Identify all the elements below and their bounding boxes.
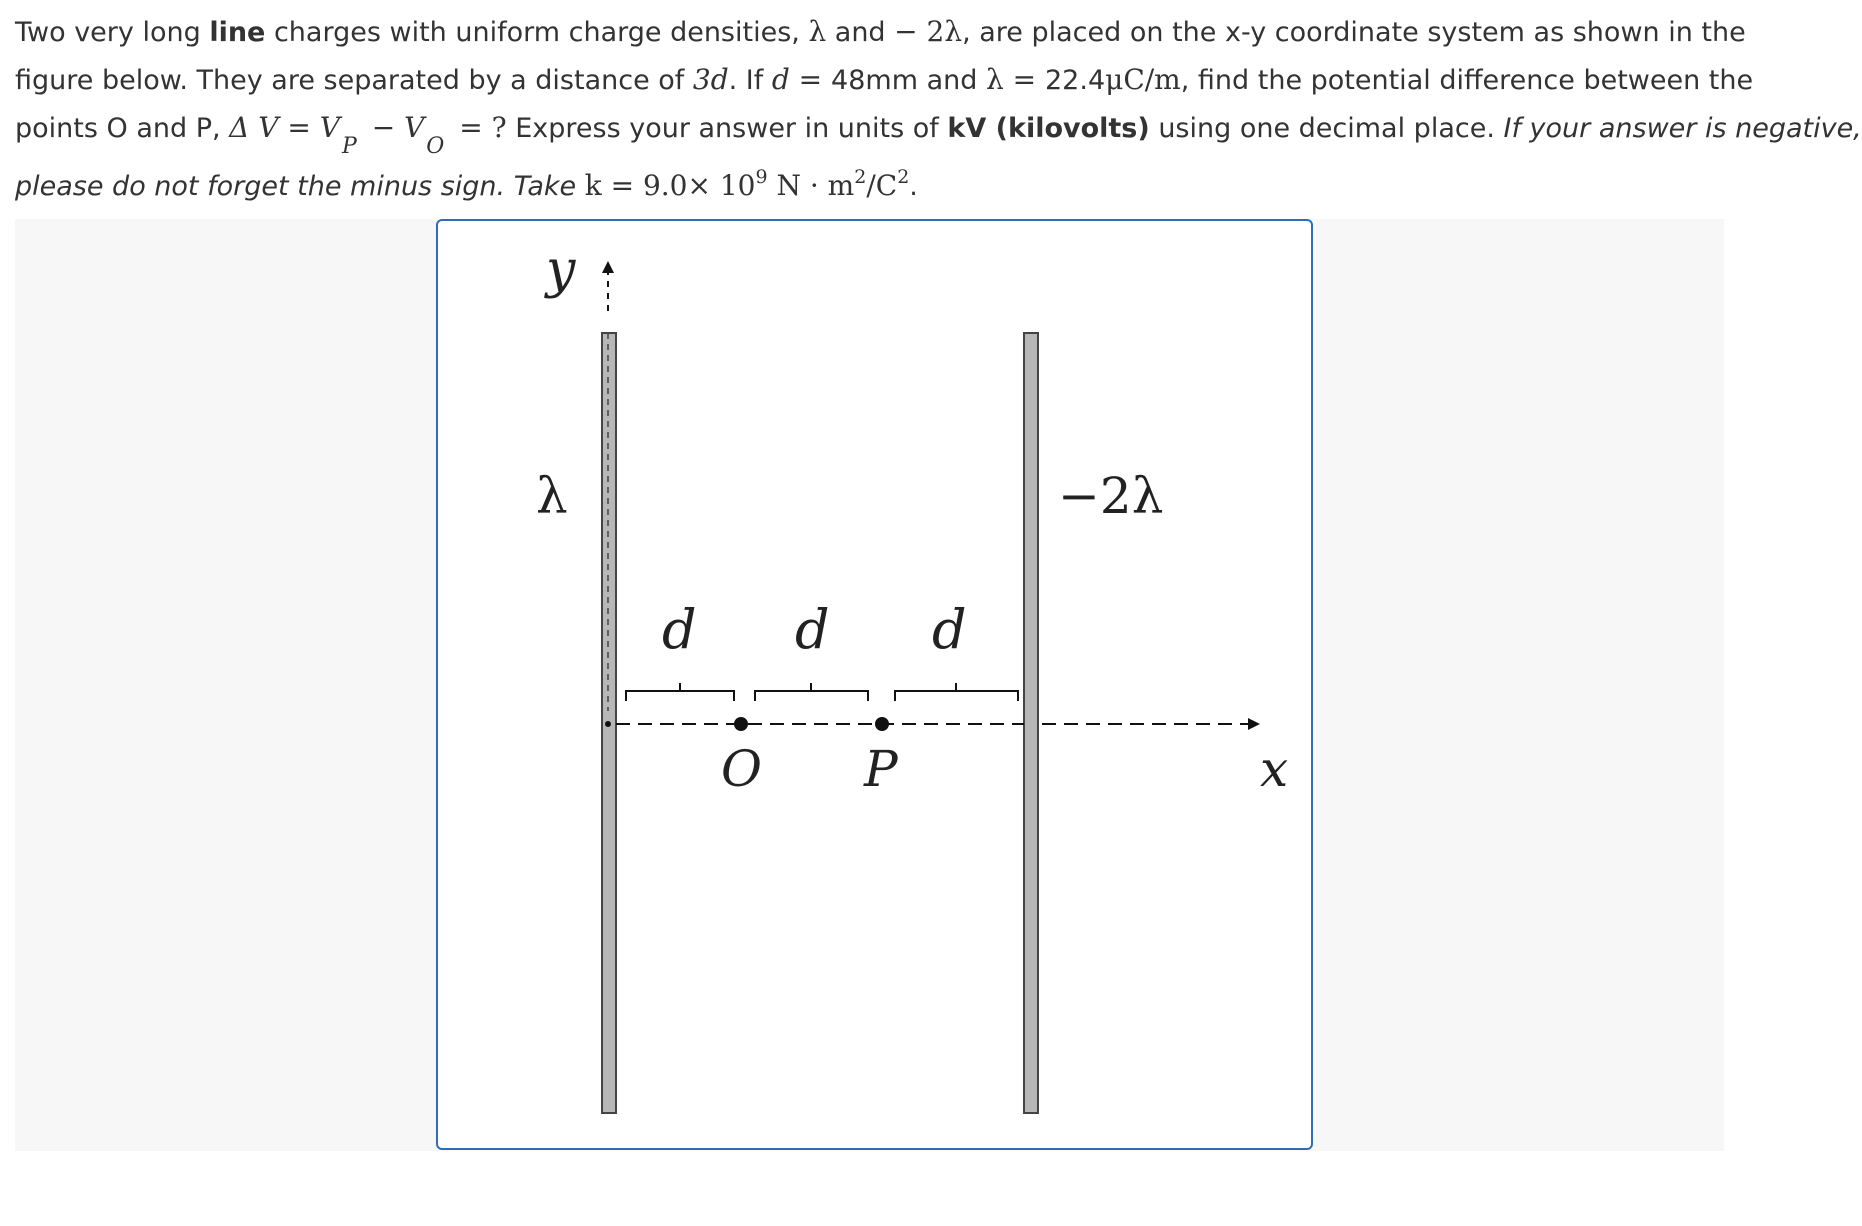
lambda-value: 22.4 — [1045, 65, 1106, 96]
x-axis-label: x — [1260, 740, 1289, 798]
figure-frame — [436, 219, 1313, 1150]
right-line-charge-rod — [1024, 333, 1038, 1113]
text-segment: points O and P, — [15, 113, 230, 144]
spacing-bracket-1 — [626, 683, 734, 701]
point-o-label: O — [721, 740, 762, 798]
math-lambda: λ — [808, 15, 827, 48]
text-segment: using one decimal place. — [1149, 113, 1504, 144]
line-charges-diagram — [438, 221, 1315, 1152]
text-segment: Two very long — [15, 17, 210, 48]
italic-note: If your answer is negative, — [1503, 113, 1862, 144]
lambda-unit: μC/m — [1105, 63, 1181, 96]
math-minus-v: − V — [362, 111, 425, 144]
text-segment: and — [826, 17, 895, 48]
math-units: /C — [866, 169, 898, 202]
d-value: 48mm — [831, 65, 919, 96]
point-p-label: P — [864, 740, 898, 798]
bold-unit-kv: kV (kilovolts) — [947, 113, 1150, 144]
question-line-3 — [15, 104, 1862, 159]
question-text — [15, 8, 1862, 210]
spacing-bracket-3 — [895, 683, 1018, 701]
math-neg-two-lambda: − 2λ — [894, 15, 963, 48]
math-equals: = — [789, 63, 832, 96]
question-line-2 — [15, 56, 1754, 104]
math-equals: = — [1003, 63, 1045, 96]
question-line-4 — [15, 162, 1715, 210]
right-charge-label: −2λ — [1058, 467, 1164, 525]
spacing-label-2: d — [795, 598, 830, 661]
math-exponent: 2 — [897, 166, 910, 188]
math-subscript-p: P — [342, 134, 357, 159]
text-segment: . If — [728, 65, 772, 96]
math-subscript-o: O — [426, 134, 445, 159]
text-segment: charges with uniform charge densities, — [265, 17, 809, 48]
spacing-label-3: d — [932, 598, 967, 661]
question-line-1 — [15, 8, 1746, 56]
left-charge-label: λ — [536, 467, 568, 525]
text-segment: and — [918, 65, 986, 96]
italic-note: please do not forget the minus sign. Take — [15, 171, 585, 202]
spacing-bracket-2 — [755, 683, 868, 701]
math-units: N · m — [767, 169, 855, 202]
text-segment: , are placed on the x-y coordinate system as shown in the — [962, 17, 1746, 48]
math-equals-question: = ? — [450, 111, 507, 144]
point-p-dot — [875, 717, 889, 731]
math-exponent: 2 — [854, 166, 867, 188]
math-three-d: 3d — [692, 63, 729, 96]
spacing-label-1: d — [662, 598, 697, 661]
math-delta-v: Δ V = V — [229, 111, 340, 144]
bold-term-line: line — [209, 17, 266, 48]
math-k-expression: k = 9.0× 10 — [584, 169, 756, 202]
y-axis-label: y — [546, 240, 576, 300]
origin-marker — [605, 721, 611, 727]
point-o-dot — [734, 717, 748, 731]
text-segment: Express your answer in units of — [506, 113, 948, 144]
text-segment: figure below. They are separated by a distance of — [15, 65, 693, 96]
text-segment: . — [909, 171, 918, 202]
math-lambda: λ — [985, 63, 1004, 96]
math-d-variable: d — [771, 63, 790, 96]
math-exponent: 9 — [755, 166, 768, 188]
text-segment: , find the potential difference between the — [1180, 65, 1754, 96]
